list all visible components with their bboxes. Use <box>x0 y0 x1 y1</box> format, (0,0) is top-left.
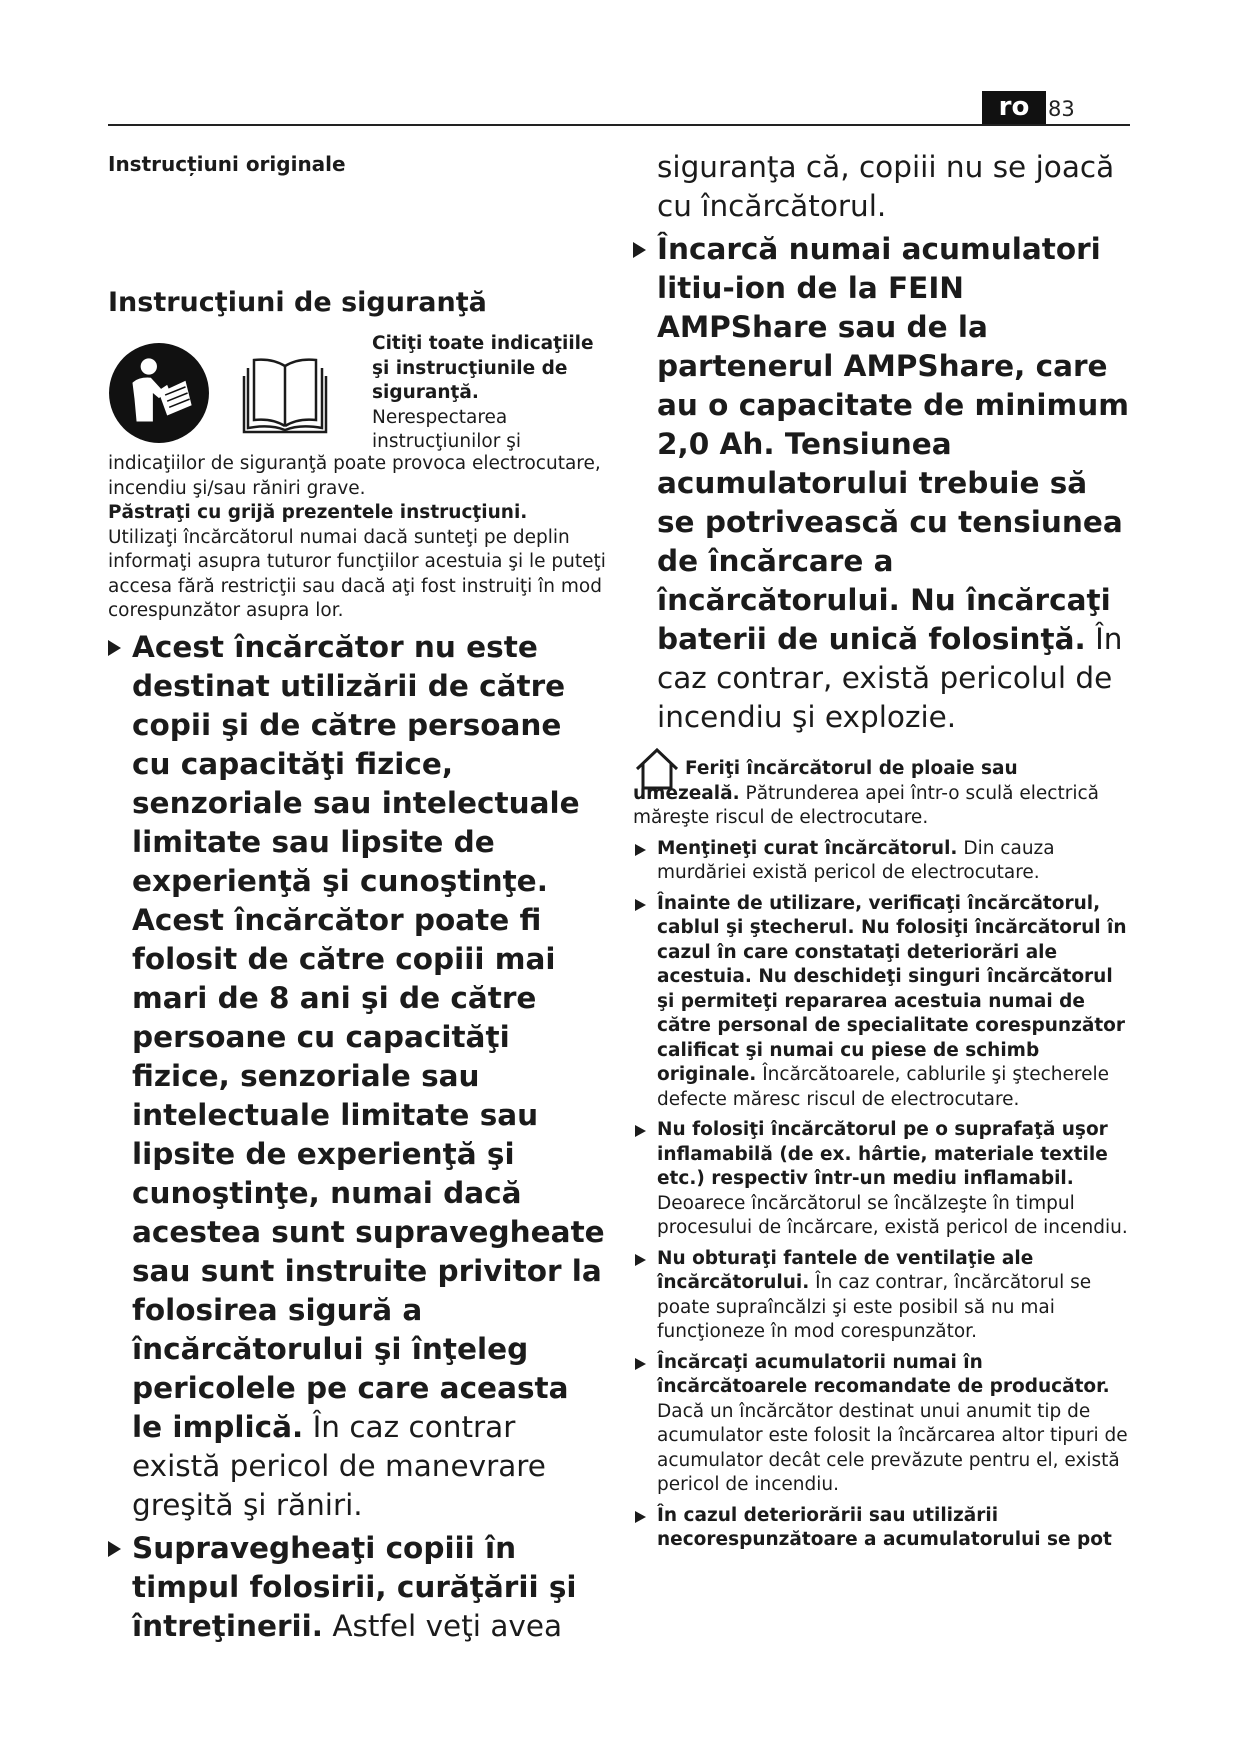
intro-consequence-b: indicaţiilor de siguranţă poate provoca electrocutare, incendiu şi/sau răniri grave. <box>108 453 601 499</box>
warning-batteries-text: În caz contrar, există pericolul de incendiu şi explozie. <box>657 622 1123 734</box>
read-manual-icon <box>108 342 210 444</box>
bullet-arrow-icon <box>108 1541 121 1557</box>
safety-section-title: Instrucţiuni de siguranţă <box>108 287 487 318</box>
usage-conditions: Utilizaţi încărcătorul numai dacă sunteţi pe deplin informaţi asupra tuturor funcţiilor acestuia şi le puteţi accesa fără restricţii sau dacă aţi fost instruiţi în mod corespunzător asupra lor. <box>108 526 606 621</box>
bullet-arrow-icon <box>635 899 646 911</box>
safety-item-bold: Nu obturaţi fantele de ventilaţie ale încărcătorului. <box>657 1247 1034 1293</box>
left-column <box>108 150 608 1646</box>
safety-item-text: Din cauza murdăriei există pericol de electrocutare. <box>657 837 1055 883</box>
safety-item <box>633 1118 1130 1241</box>
indoor-use-warning <box>633 757 1130 831</box>
open-book-icon <box>242 356 328 434</box>
rain-warning-bold: Feriţi încărcătorul de ploaie sau umezeală. <box>633 758 1018 804</box>
safety-item-text: Dacă un încărcător destinat unui anumit tip de acumulator este folosit la încărcarea altor tipuri de acumulator decât cele prevăzute pentru el, există pericol de incendiu. <box>657 1400 1128 1495</box>
bullet-arrow-icon <box>635 1254 646 1266</box>
intro-consequence-a: Nerespectarea instrucţiunilor şi <box>372 406 521 452</box>
bullet-arrow-icon <box>108 640 121 656</box>
indoor-use-house-icon <box>633 747 681 791</box>
header-rule <box>108 124 1130 126</box>
safety-item-bold: Înainte de utilizare, verificaţi încărcătorul, cablul şi ştecherul. Nu folosiţi încărcătorul în cazul în care constataţi deteriorări ale acestuia. Nu deschideţi singuri încărcătorul şi permiteţi repararea acestuia numai de către personal de specialitate corespunzător calificat şi numai cu piese de schimb originale. <box>657 892 1127 1085</box>
warning-batteries-bold: Încarcă numai acumulatori litiu-ion de la FEIN AMPShare sau de la partenerul AMPShare, care au o capacitate de minimum 2,0 Ah. Tensiunea acumulatorului trebuie să se potrivească cu tensiunea de încărcare a încărcătorului. Nu încărcaţi baterii de unică folosinţă. <box>657 232 1129 656</box>
rain-warning-text: Pătrunderea apei într-o sculă electrică măreşte riscul de electrocutare. <box>633 782 1099 828</box>
safety-item-text: În caz contrar, încărcătorul se poate supraîncălzi şi este posibil să nu mai funcţioneze în mod corespunzător. <box>657 1272 1092 1342</box>
safety-item-text: Deoarece încărcătorul se încălzeşte în timpul procesului de încărcare, există pericol de incendiu. <box>657 1192 1128 1238</box>
warning-item-supervise <box>108 1529 608 1646</box>
warning-item-batteries <box>633 230 1130 737</box>
bullet-arrow-icon <box>635 1358 646 1370</box>
warning-supervise-bold: Supravegheaţi copiii în timpul folosirii, curăţării şi întreţinerii. <box>132 1530 577 1643</box>
safety-item-bold: Încărcaţi acumulatorii numai în încărcătoarele recomandate de producător. <box>657 1351 1110 1397</box>
keep-instructions: Păstraţi cu grijă prezentele instrucţiuni. <box>108 502 528 523</box>
page-number: 83 <box>1048 97 1075 121</box>
bullet-arrow-icon <box>635 1125 646 1137</box>
read-all-instructions: Citiţi toate indicaţiile şi instrucţiunile de siguranţă. <box>372 333 594 403</box>
safety-item-bold: Menţineţi curat încărcătorul. <box>657 837 958 859</box>
warning-children-text: În caz contrar există pericol de manevrare greşită şi răniri. <box>132 1409 546 1522</box>
safety-item <box>633 1351 1130 1498</box>
warning-item-children <box>108 628 608 1525</box>
safety-item-text: Încărcătoarele, cablurile şi ştecherele defecte măresc riscul de electrocutare. <box>657 1064 1109 1110</box>
safety-item-bold: Nu folosiţi încărcătorul pe o suprafaţă uşor inflamabilă (de ex. hârtie, materiale textile etc.) respectiv într-un mediu inflamabil. <box>657 1119 1108 1189</box>
original-instructions-title: Instrucțiuni originale <box>108 152 346 176</box>
safety-item <box>633 1247 1130 1345</box>
safety-intro-block <box>108 332 608 452</box>
bullet-arrow-icon <box>633 242 646 258</box>
intro-text-right <box>372 332 608 455</box>
warning-supervise-text: Astfel veţi avea <box>322 1608 563 1643</box>
bullet-arrow-icon <box>635 844 646 856</box>
warning-children-bold: Acest încărcător nu este destinat utilizării de către copii şi de către persoane cu capacităţi fizice, senzoriale sau intelectuale limitate sau lipsite de experienţă şi cunoştinţe. Acest încărcător poate fi folosit de către copiii mai mari de 8 ani şi de către persoane cu capacităţi fizice, senzoriale sau intelectuale limitate sau lipsite de experienţă şi cunoştinţe, numai dacă acestea sunt supravegheate sau sunt instruite privitor la folosirea sigură a încărcătorului şi înţeleg pericolele pe care aceasta le implică. <box>132 629 605 1444</box>
language-badge: ro <box>982 91 1046 124</box>
safety-item <box>633 892 1130 1113</box>
bullet-arrow-icon <box>635 1511 646 1523</box>
safety-item <box>633 837 1130 886</box>
safety-item <box>633 1504 1130 1553</box>
warning-supervise-continuation: siguranţa că, copiii nu se joacă cu încărcătorul. <box>657 150 1115 223</box>
right-column <box>633 148 1130 1553</box>
safety-item-bold: În cazul deteriorării sau utilizării necorespunzătoare a acumulatorului se pot <box>657 1504 1112 1550</box>
